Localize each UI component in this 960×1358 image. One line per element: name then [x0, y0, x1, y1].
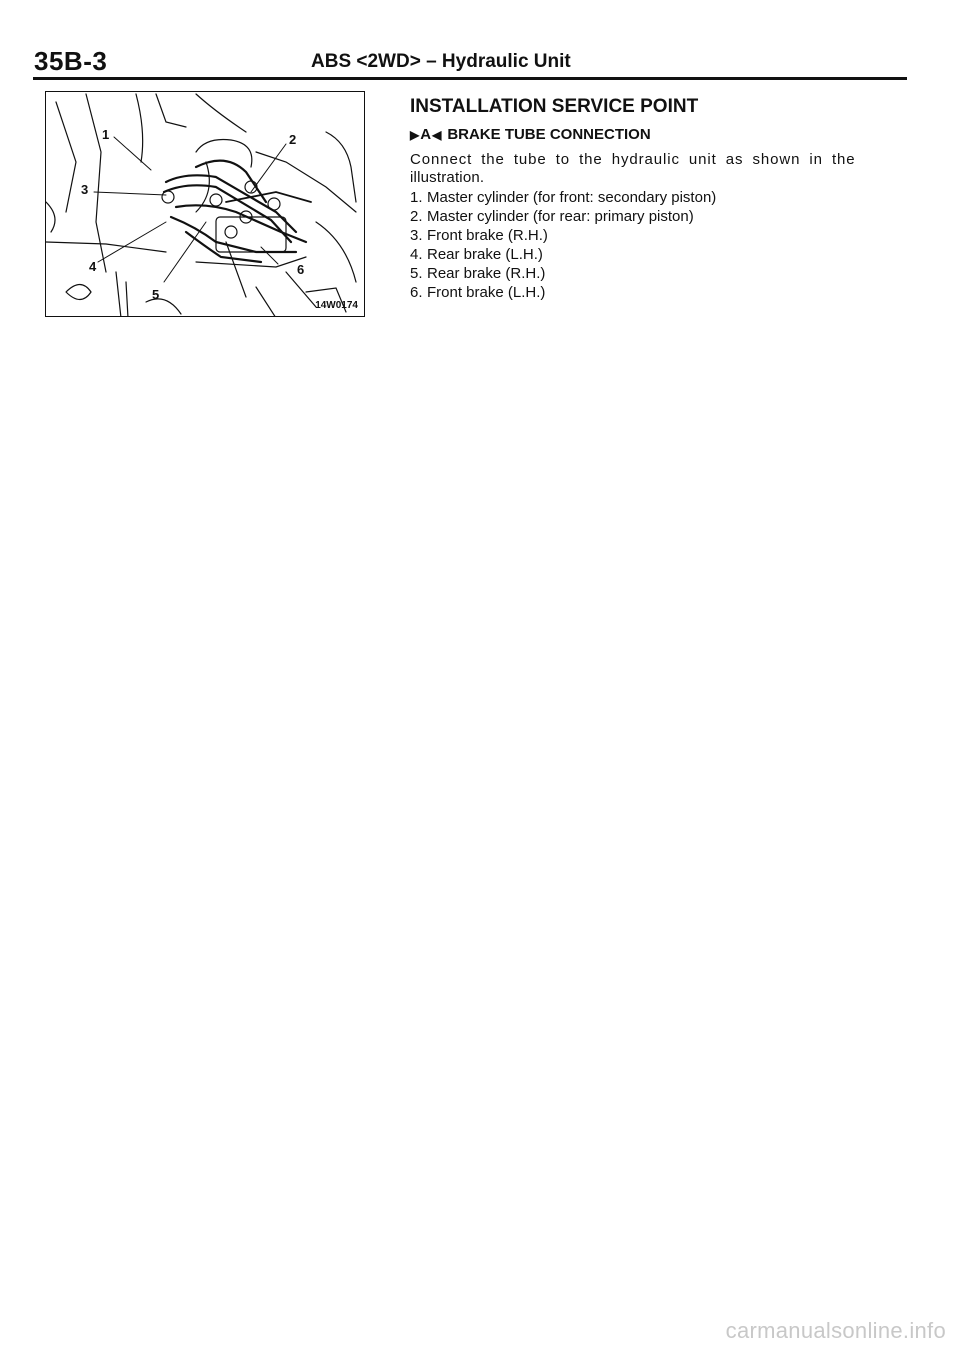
- intro-line-1: Connect the tube to the hydraulic unit as shown in the: [410, 151, 856, 168]
- callout-6: 6: [297, 262, 305, 277]
- brake-tube-illustration: [46, 92, 365, 317]
- intro-line-2: illustration.: [410, 169, 485, 186]
- callout-3: 3: [81, 182, 89, 197]
- item-number: 5.: [410, 265, 423, 282]
- list-item: [410, 188, 910, 207]
- list-item: [410, 264, 910, 283]
- watermark: carmanualsonline.info: [725, 1318, 946, 1343]
- figure-code: 14W0174: [315, 300, 358, 311]
- hydraulic-unit-figure: [45, 91, 365, 317]
- content: [410, 96, 910, 302]
- section-heading: INSTALLATION SERVICE POINT: [410, 96, 699, 117]
- page-number: 35B-3: [34, 46, 108, 76]
- triangle-right-icon: ▶: [410, 127, 420, 142]
- callout-4: 4: [89, 259, 97, 274]
- connection-list: [410, 188, 910, 302]
- item-text: Rear brake (R.H.): [427, 265, 546, 282]
- list-item: [410, 226, 910, 245]
- triangle-left-icon: ◀: [432, 127, 442, 142]
- intro-text: [410, 151, 910, 187]
- sub-heading: [410, 126, 910, 143]
- callout-2: 2: [289, 132, 297, 147]
- sub-heading-text: BRAKE TUBE CONNECTION: [447, 126, 651, 143]
- item-number: 3.: [410, 227, 423, 244]
- header-rule: [33, 77, 907, 80]
- item-number: 1.: [410, 189, 423, 206]
- item-text: Master cylinder (for front: secondary piston): [427, 189, 717, 206]
- item-number: 4.: [410, 246, 423, 263]
- item-text: Front brake (R.H.): [427, 227, 548, 244]
- item-text: Master cylinder (for rear: primary piston): [427, 208, 694, 225]
- item-text: Rear brake (L.H.): [427, 246, 543, 263]
- list-item: [410, 245, 910, 264]
- item-text: Front brake (L.H.): [427, 284, 546, 301]
- callout-5: 5: [152, 287, 160, 302]
- page-title: ABS <2WD> – Hydraulic Unit: [311, 51, 571, 72]
- list-item: [410, 207, 910, 226]
- callout-1: 1: [102, 127, 110, 142]
- item-number: 2.: [410, 208, 423, 225]
- list-item: [410, 283, 910, 302]
- service-point-marker: A: [420, 126, 432, 143]
- item-number: 6.: [410, 284, 423, 301]
